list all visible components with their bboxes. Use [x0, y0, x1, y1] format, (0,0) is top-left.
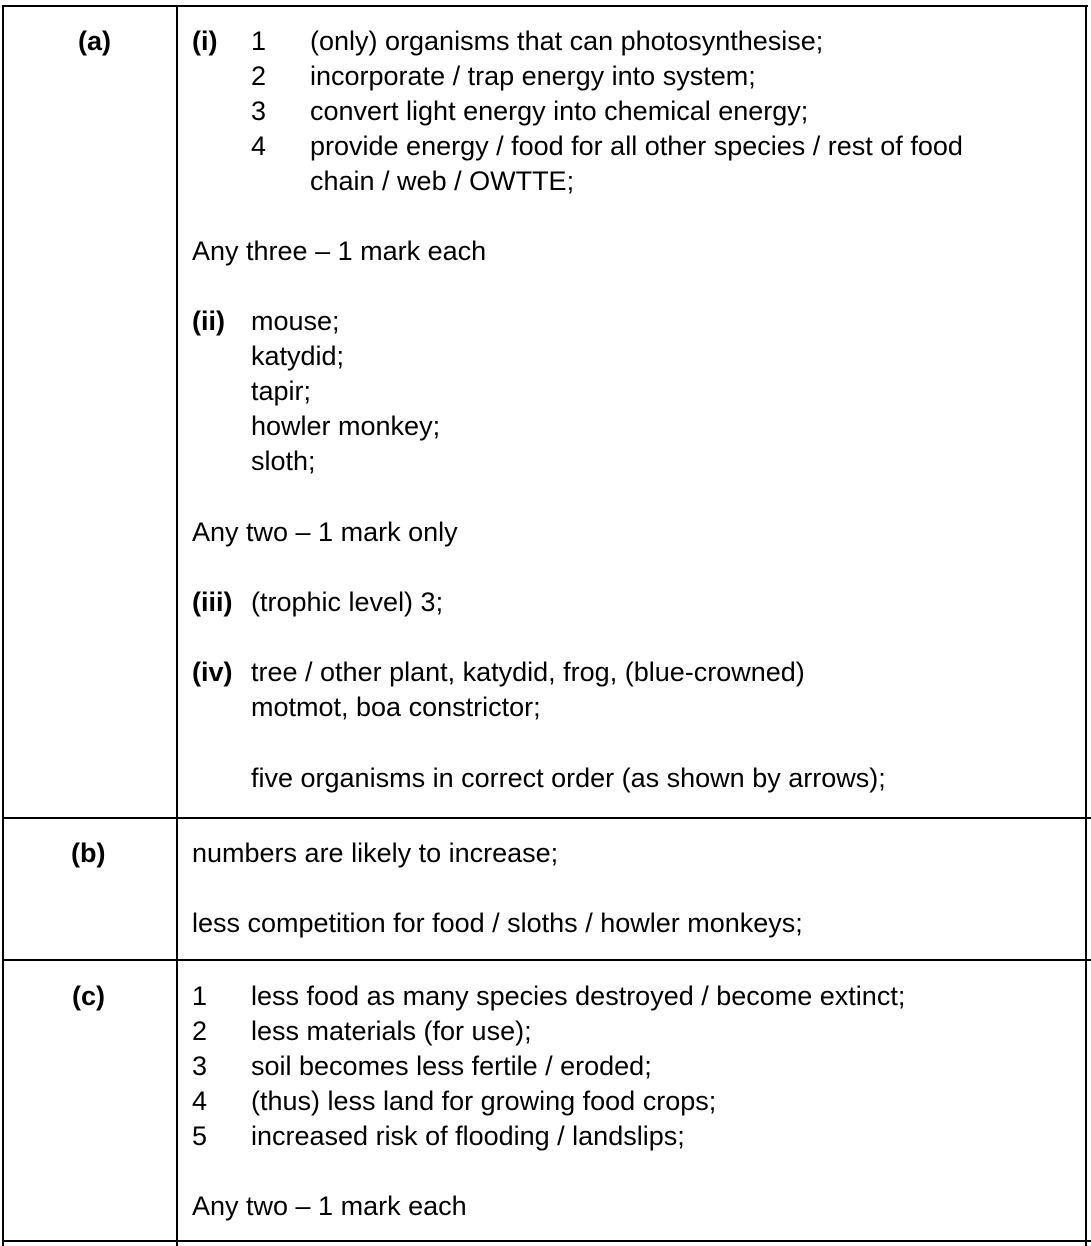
point-text: provide energy / food for all other species / rest of food	[310, 131, 963, 161]
answer-line: numbers are likely to increase;	[192, 838, 559, 868]
table-right-border	[1085, 5, 1087, 1246]
question-label: (b)	[71, 838, 106, 868]
point-text: chain / web / OWTTE;	[310, 166, 575, 196]
part-label: (iv)	[192, 657, 233, 687]
part-label: (i)	[192, 26, 218, 56]
answer-line: tapir;	[251, 376, 312, 406]
point-number: 1	[251, 26, 267, 56]
answer-line: katydid;	[251, 341, 345, 371]
answer-line: less competition for food / sloths / howler monkeys;	[192, 908, 803, 938]
answer-line: motmot, boa constrictor;	[251, 692, 541, 722]
point-number: 3	[192, 1051, 208, 1081]
question-label: (a)	[78, 26, 111, 56]
part-label: (ii)	[192, 306, 225, 336]
question-label: (c)	[72, 981, 105, 1011]
row-divider-b-c	[2, 959, 1091, 961]
part-label: (iii)	[192, 587, 233, 617]
answer-line: (trophic level) 3;	[251, 587, 444, 617]
table-left-border	[2, 5, 4, 1246]
point-text: convert light energy into chemical energy;	[310, 96, 809, 126]
answer-line: howler monkey;	[251, 411, 441, 441]
mark-note: Any three – 1 mark each	[192, 236, 487, 266]
point-number: 4	[251, 131, 267, 161]
point-text: (only) organisms that can photosynthesise;	[310, 26, 824, 56]
mark-note: Any two – 1 mark only	[192, 517, 458, 547]
table-bottom-border	[2, 1240, 1091, 1242]
point-text: less food as many species destroyed / become extinct;	[251, 981, 906, 1011]
column-divider	[176, 5, 178, 1246]
table-top-border	[2, 5, 1088, 7]
answer-line: five organisms in correct order (as shown by arrows);	[251, 763, 886, 793]
point-text: increased risk of flooding / landslips;	[251, 1121, 685, 1151]
row-divider-a-b	[2, 817, 1091, 819]
point-number: 2	[192, 1016, 208, 1046]
mark-note: Any two – 1 mark each	[192, 1191, 467, 1221]
point-text: soil becomes less fertile / eroded;	[251, 1051, 652, 1081]
point-number: 5	[192, 1121, 208, 1151]
point-number: 3	[251, 96, 267, 126]
point-text: less materials (for use);	[251, 1016, 532, 1046]
answer-line: sloth;	[251, 446, 316, 476]
point-number: 1	[192, 981, 208, 1011]
point-text: (thus) less land for growing food crops;	[251, 1086, 717, 1116]
point-number: 4	[192, 1086, 208, 1116]
point-text: incorporate / trap energy into system;	[310, 61, 756, 91]
answer-line: mouse;	[251, 306, 340, 336]
point-number: 2	[251, 61, 267, 91]
answer-line: tree / other plant, katydid, frog, (blue-crowned)	[251, 657, 805, 687]
